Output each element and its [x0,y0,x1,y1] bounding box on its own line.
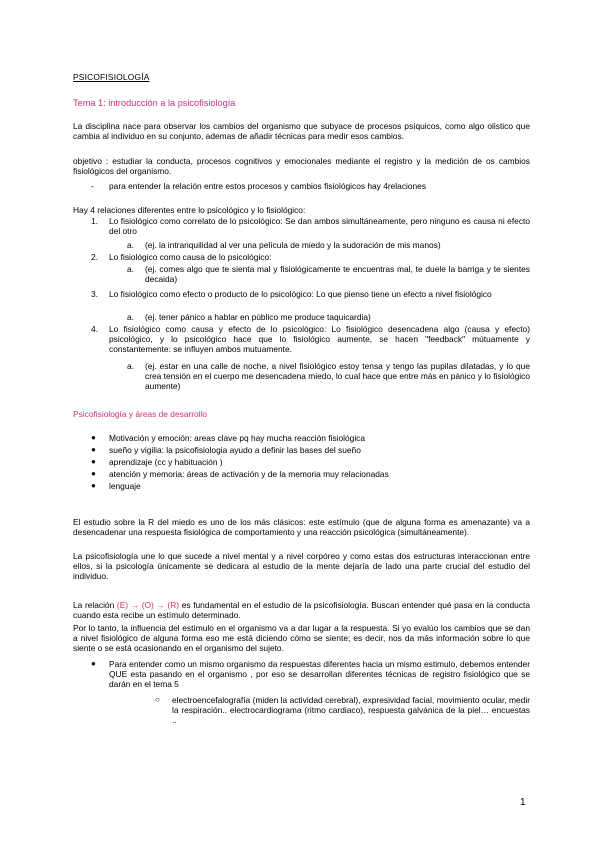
bullet-icon: ● [91,659,96,668]
relacion-1-example: (ej. la intranquilidad al ver una película de miedo y la sudoración de mis manos) [145,240,441,250]
list-number: 3. [91,289,98,299]
sub-marker: a. [127,264,134,274]
relacion-formula: (E) → (O) → (R) [116,600,180,610]
relacion-item-4: Lo fisiológico como causa y efecto de lo psicológico: Lo fisiológico desencadena algo (causa y efecto) psicológico, y lo psicológico hace que lo fisiológico aumente, se hacen "feedback" mútuamente y constantemente: se influyen ambos mutuamente. [109,324,530,354]
relacion-item-3: Lo fisiológico como efecto o producto de lo psicológico: Lo que pienso tiene un efecto a nivel fisiológico [109,289,492,299]
sub-marker: a. [127,361,134,371]
sub-item-techniques: electroencefalografía (miden la actividad cerebral), expresividad facial, movimiento ocular, medir la respiración.. electrocardiograma (ritmo cardiaco), respuesta galvánica de la piel… encuestas .. [172,695,530,725]
relacion-4-example: (ej. estar en una calle de noche, a nivel fisiológico estoy tensa y tengo las pupilas dilatadas, y lo que crea tensión en el cuerpo me desencadena miedo, lo cual hace que entre más en pánico y lo fisiológico aumente) [145,361,530,391]
list-number: 2. [91,252,98,262]
paragraph-mental: La psicofisiología une lo que sucede a nivel mental y a nivel corpóreo y como estas dos estructuras interaccionan entre ellos, si la psicología únicamente se dedicara al estudio de la mente dejaría de lado una parte crucial del estudio del individuo. [73,551,530,581]
relacion-3-example: (ej. tener pánico a hablar en público me produce taquicardia) [145,312,371,322]
page-number: 1 [520,797,526,808]
relacion-2-example: (ej. comes algo que te sienta mal y fisiológicamente te encuentras mal, te duele la barriga y te sientes decaida) [145,264,530,284]
relacion-item-1: Lo fisiológico como correlato de lo psicológico: Se dan ambos simultáneamente, pero ninguno es causa ni efecto del otro [109,216,530,236]
section-heading-areas: Psicofisiología y áreas de desarrollo [73,409,208,419]
bullet-icon: ● [91,433,96,442]
list-number: 4. [91,324,98,334]
paragraph-relacion [73,600,530,620]
relacion-item-2: Lo fisiológico como causa de lo psicológico: [109,252,272,262]
list-item: sueño y vigilia: la psicofisiologia ayudo a definir las bases del sueño [109,445,361,455]
bullet-icon: ● [91,469,96,478]
bullet-icon: ● [91,457,96,466]
section-heading-tema1: Tema 1: introducción a la psicofisiología [73,98,236,108]
list-item: atención y memoria: áreas de activación y de la memoria muy relacionadas [109,469,389,479]
paragraph-miedo: El estudio sobre la R del miedo es uno de los más clásicos: este estímulo (que de alguna forma es amenazante) va a desencadenar una respuesta fisiológica de comportamiento y una reacción psicológica (simultáneamente). [73,517,530,537]
paragraph-por-lo-tanto: Por lo tanto, la influencia del estímulo en el organismo va a dar lugar a la respuesta. Si yo evalúo los cambios que se dan a nivel fisiológico de alguna forma eso me está diciendo cómo se siente; es decir, nos da más información sobre lo que siente o se está ocasionando en el organismo del sujeto. [73,623,530,653]
dash-item: para entender la relación entre estos procesos y cambios fisiológicos hay 4relaciones [109,181,427,191]
paragraph-intro: La disciplina nace para observar los cambios del organismo que subyace de procesos psíquicos, como algo olistico que cambia al individuo en su conjunto, ademas de añadir técnicas para medir esos cambios. [73,121,530,141]
bullet-icon: ● [91,445,96,454]
relacion-post: es fundamental en el estudio de la psicofisiología. Buscan entender qué pasa en la conducta cuando esta recibe un estímulo determinado. [73,600,531,620]
circle-bullet-icon: ○ [155,695,160,704]
sub-marker: a. [127,312,134,322]
list-item: aprendizaje (cc y habituación ) [109,457,223,467]
sub-marker: a. [127,240,134,250]
list-number: 1. [91,216,98,226]
page-title: PSICOFISIOLOGÍA [73,72,150,82]
list-item: lenguaje [109,481,141,491]
dash-marker: - [91,181,94,191]
bullet-final: Para entender como un mismo organismo da respuestas diferentes hacia un mismo estimulo, debemos entender QUE esta pasando en el organismo , por eso se desarrollan diferentes técnicas de registro fisiológico que se darán en el tema 5 [109,659,530,689]
relacion-pre: La relación [73,600,115,610]
list-item: Motivación y emoción: areas clave pq hay mucha reacción fisiológica [109,433,366,443]
paragraph-objetivo: objetivo : estudiar la conducta, procesos cognitivos y emocionales mediante el registro y la medición de os cambios fisiológicos del organismo. [73,156,530,176]
bullet-icon: ● [91,481,96,490]
relaciones-intro: Hay 4 relaciones diferentes entre lo psicológico y lo fisiológico: [73,205,306,215]
